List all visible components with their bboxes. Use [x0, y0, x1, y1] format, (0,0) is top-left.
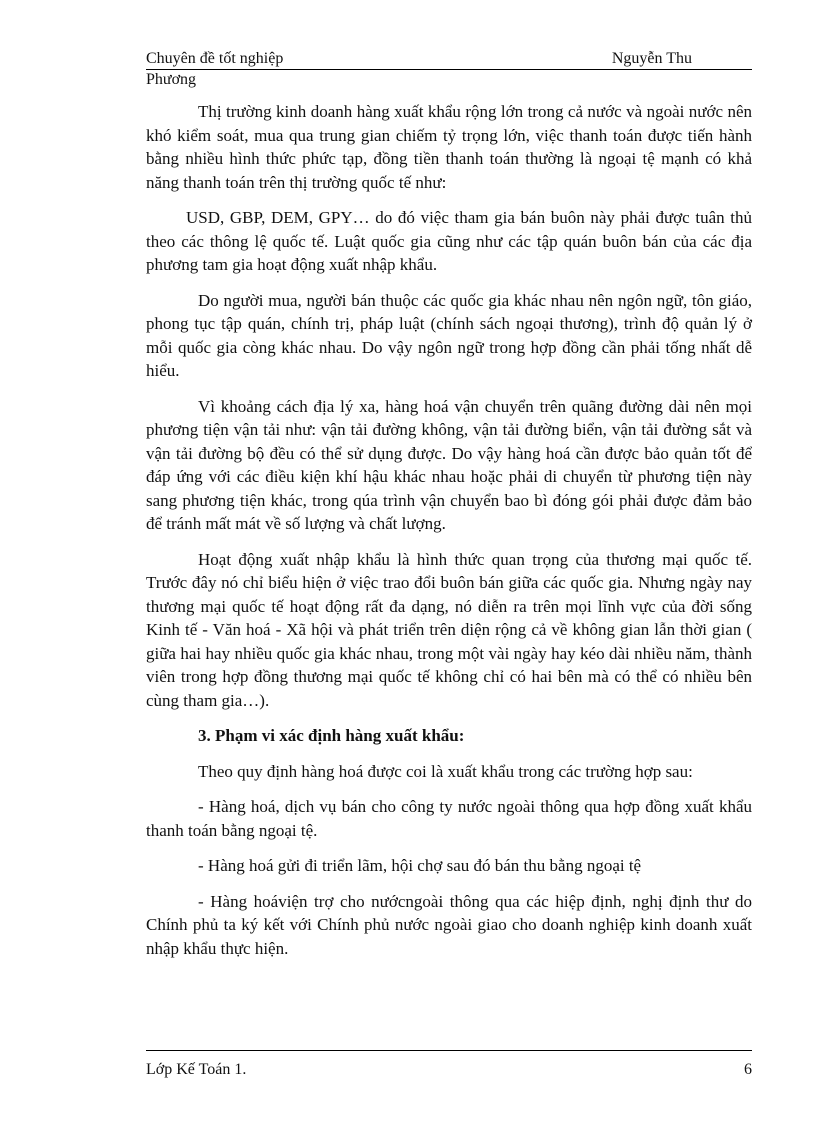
list-item: - Hàng hoáviện trợ cho nướcngoài thông qua các hiệp định, nghị định thư do Chính phủ ta ký kết với Chính phủ nước ngoài giao cho doanh nghiệp kinh doanh xuất nhập khẩu thực hiện. — [146, 891, 752, 958]
header-author: Nguyễn Thu — [611, 50, 692, 67]
document-body — [146, 100, 752, 972]
page-number: 6 — [744, 1061, 752, 1078]
paragraph: USD, GBP, DEM, GPY… do đó việc tham gia bán buôn này phải được tuân thủ theo các thông lệ quốc tế. Luật quốc gia cũng như các tập quán buôn bán của các địa phương tam gia hoạt động xuất nhập khẩu. — [146, 208, 752, 274]
list-item: - Hàng hoá, dịch vụ bán cho công ty nước ngoài thông qua hợp đồng xuất khẩu thanh toán bằng ngoại tệ. — [146, 797, 752, 840]
paragraph: Do người mua, người bán thuộc các quốc gia khác nhau nên ngôn ngữ, tôn giáo, phong tục tập quán, chính trị, pháp luật (chính sách ngoại thương), trình độ quản lý ở mỗi quốc gia còng khác nhau. Do vậy ngôn ngữ trong hợp đồng cần phải tống nhất dễ hiểu. — [146, 290, 752, 380]
paragraph: Thị trường kinh doanh hàng xuất khẩu rộng lớn trong cả nước và ngoài nước nên khó kiểm soát, mua qua trung gian chiếm tỷ trọng lớn, việc thanh toán được tiến hành bằng nhiều hình thức phức tạp, đồng tiền thanh toán thường là ngoại tệ mạnh có khả năng thanh toán trên thị trường quốc tế như: — [146, 102, 752, 192]
section-heading: 3. Phạm vi xác định hàng xuất khẩu: — [198, 726, 465, 745]
header-author-continued: Phương — [146, 71, 197, 88]
paragraph: Hoạt động xuất nhập khẩu là hình thức quan trọng của thương mại quốc tế. Trước đây nó chỉ biểu hiện ở việc trao đổi buôn bán giữa các quốc gia. Nhưng ngày nay thương mại quốc tế hoạt động rất đa dạng, nó diễn ra trên mọi lĩnh vực của đời sống Kinh tế - Văn hoá - Xã hội và phát triển trên diện rộng cả về không gian lẫn thời gian ( giữa hai hay nhiều quốc gia khác nhau, trong một vài ngày hay kéo dài nhiều năm, thành viên trong hợp đồng thương mại quốc tế không chỉ có hai bên mà có thể có nhiều bên cùng tham gia…). — [146, 549, 752, 710]
header-row — [146, 50, 752, 70]
paragraph: Vì khoảng cách địa lý xa, hàng hoá vận chuyển trên quãng đường dài nên mọi phương tiện vận tải như: vận tải đường không, vận tải đường biển, vận tải đường sắt và vận tải đường bộ đều có thể sử dụng được. Do vậy hàng hoá cần được bảo quản tốt để đáp ứng với các điều kiện khí hậu khác nhau hoặc phải di chuyển từ phương tiện này sang phương tiện khác, trong qúa trình vận chuyển bao bì đóng gói phải được đảm bảo để tránh mất mát về số lượng và chất lượng. — [146, 396, 752, 533]
footer-class-label: Lớp Kế Toán 1. — [146, 1061, 247, 1078]
paragraph: Theo quy định hàng hoá được coi là xuất khẩu trong các trường hợp sau: — [198, 761, 693, 781]
list-item: - Hàng hoá gửi đi triển lãm, hội chợ sau đó bán thu bằng ngoại tệ — [198, 856, 642, 875]
page-footer — [146, 1050, 752, 1079]
header-document-type: Chuyên đề tốt nghiệp — [146, 50, 284, 67]
page-header — [146, 50, 752, 89]
